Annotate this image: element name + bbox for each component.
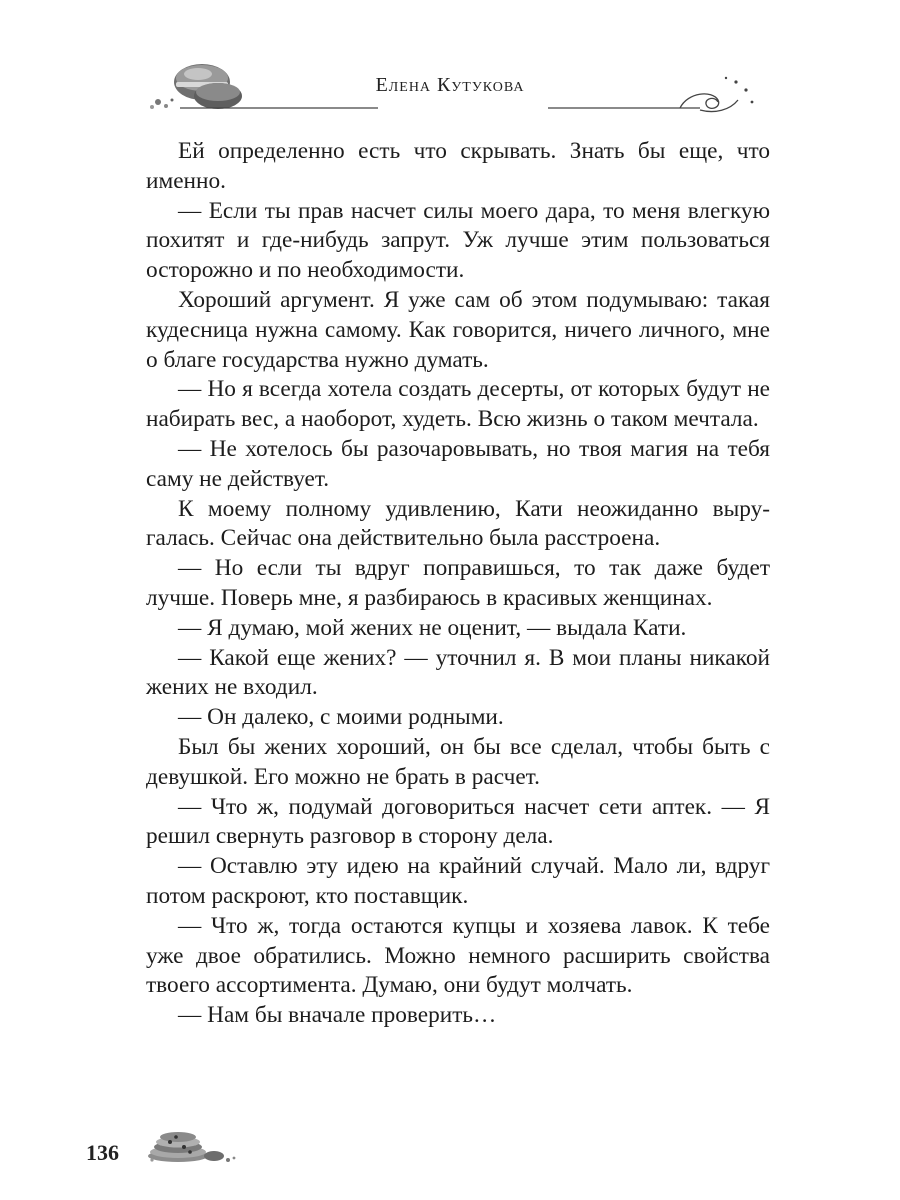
paragraph: — Но я всегда хотела создать десерты, от которых будут не набирать вес, а наоборот, худеть. Всю жизнь о таком мечтала. <box>146 376 770 433</box>
running-title: Елена Кутукова <box>375 74 525 96</box>
running-header <box>140 52 760 122</box>
paragraph: Ей определенно есть что скрывать. Знать бы еще, что именно. <box>146 138 770 194</box>
paragraph: — Что ж, подумай договориться насчет сети аптек. — Я решил свернуть разговор в сторону дела. <box>146 793 770 850</box>
body-text <box>146 137 770 1031</box>
paragraph: К моему полному удивлению, Кати неожиданно выругалась. Сейчас она действительно была расстроена. <box>146 495 770 552</box>
paragraph: — Не хотелось бы разочаровывать, но твоя магия на тебя саму не действует. <box>146 435 770 492</box>
paragraph: — Что ж, тогда остаются купцы и хозяева лавок. К тебе уже двое обратились. Можно немного расширить свойства твоего ассортимента. Думаю, они будут молчать. <box>146 912 770 999</box>
paragraph: — Если ты прав насчет силы моего дара, то меня влегкую похитят и где-нибудь запрут. Уж лучше этим пользоваться осторожно и по необходимости. <box>146 197 770 284</box>
paragraph: — Оставлю эту идею на крайний случай. Мало ли, вдруг потом раскроют, кто поставщик. <box>146 853 770 909</box>
paragraph: — Я думаю, мой жених не оценит, — выдала Кати. <box>178 614 687 641</box>
page-footer <box>86 1118 286 1168</box>
paragraph: Был бы жених хороший, он бы все сделал, чтобы быть с девушкой. Его можно не брать в расчет. <box>146 733 770 790</box>
paragraph: — Какой еще жених? — уточнил я. В мои планы никакой жених не входил. <box>146 644 770 701</box>
paragraph: — Нам бы вначале проверить… <box>178 1002 497 1029</box>
page-number: 136 <box>86 1140 119 1165</box>
cookie-stack-icon <box>138 1118 248 1168</box>
paragraph: — Но если ты вдруг поправишься, то так даже будет лучше. Поверь мне, я разбираюсь в красивых женщинах. <box>146 555 770 611</box>
paragraph: — Он далеко, с моими родными. <box>178 704 504 731</box>
paragraph: Хороший аргумент. Я уже сам об этом подумываю: такая кудесница нужна самому. Как говорится, ничего личного, мне о благе государства нужно думать. <box>146 286 770 373</box>
